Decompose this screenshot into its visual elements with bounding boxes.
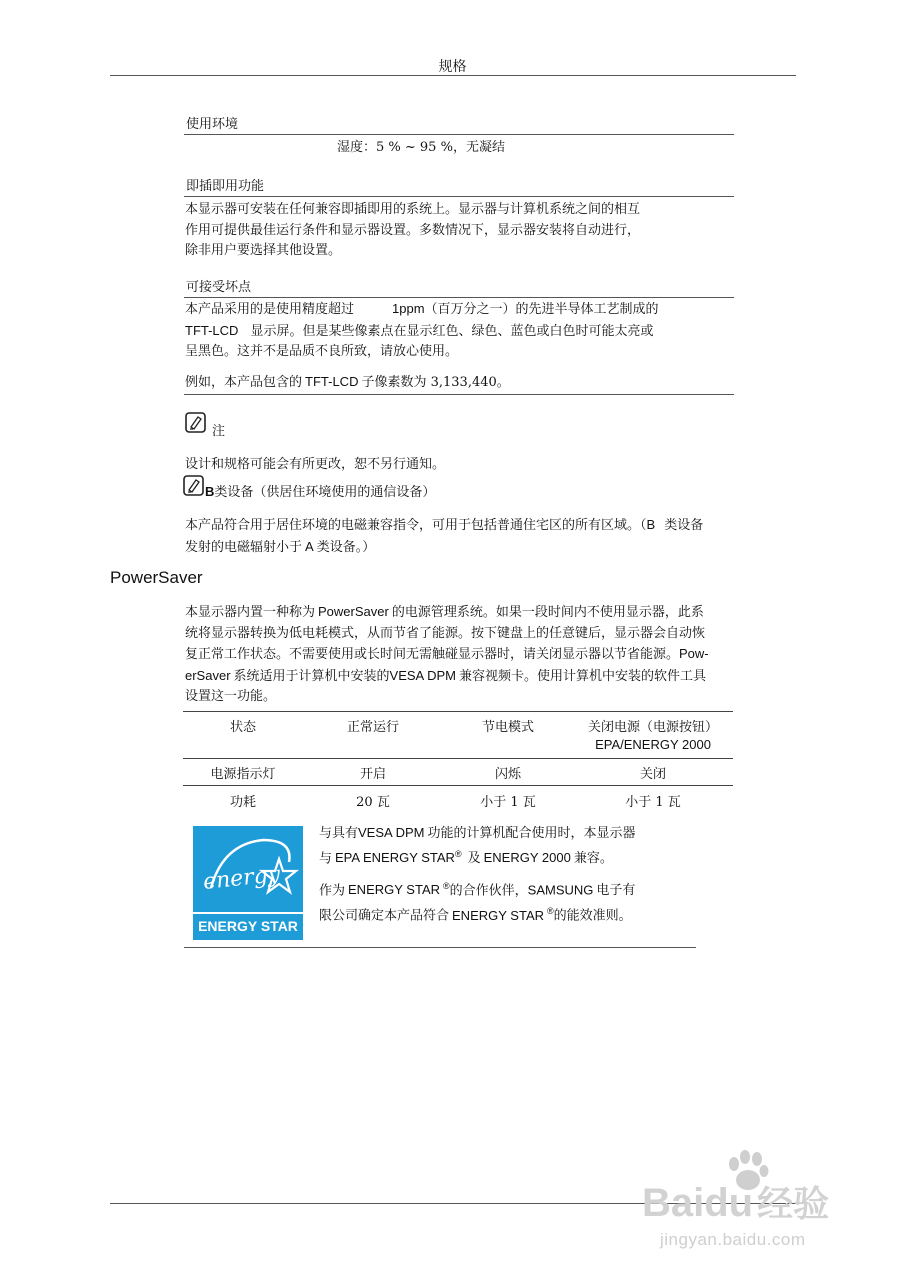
ps-l4b: 系统适用于计算机中安装的 [233, 668, 390, 684]
pixels-ppm: 1ppm [392, 301, 425, 316]
env-humidity: 湿度：5 % ~ 95 %，无凝结 [337, 140, 505, 155]
table-header-cell: 节电模式 [481, 720, 534, 735]
watermark-cn: 经验 [757, 1183, 830, 1224]
table-cell: 小于 1 瓦 [480, 794, 536, 810]
page-header-title: 规格 [438, 59, 467, 75]
ps-l1a: 本显示器内置一种称为 [185, 605, 316, 620]
energy-logo-rule [193, 912, 303, 914]
classb-l2c: 类设备。） [316, 539, 376, 555]
ps-l4d: 兼容视频卡。使用计算机中安装的软件工具 [459, 668, 707, 684]
energy-p3e: 电子有 [596, 883, 636, 899]
table-header-off: 关闭电源（电源按钮） [587, 720, 718, 735]
energy-p2sup: ® [454, 849, 462, 859]
pixels-rule [184, 297, 734, 298]
classb-l2b: A [305, 538, 314, 554]
pnp-line: 作用可提供最佳运行条件和显示器设置。多数情况下，显示器安装将自动进行， [185, 222, 641, 238]
pnp-line: 本显示器可安装在任何兼容即插即用的系统上。显示器与计算机系统之间的相互 [185, 202, 641, 217]
ps-l1b: PowerSaver [318, 604, 389, 619]
ps-l4a: erSaver [185, 667, 231, 683]
table-header-row [183, 712, 733, 759]
energy-bottom-rule [184, 947, 696, 948]
ps-l2: 统将显示器转换为低电耗模式，从而节省了能源。按下键盘上的任意键后，显示器会自动恢 [185, 625, 706, 641]
pixels-example [185, 372, 510, 394]
env-rule [184, 134, 734, 135]
energy-p4b: ENERGY STAR [452, 907, 544, 923]
watermark-brand-text: Baidu [642, 1181, 754, 1225]
power-table [183, 711, 733, 814]
table-cell: 关闭 [573, 759, 733, 786]
powersaver-text [185, 602, 709, 708]
energy-p3sup: ® [443, 881, 450, 891]
ps-l1c: 的电源管理系统。如果一段时间内不使用显示器，此系 [391, 605, 704, 620]
energy-p2c: 及 [467, 851, 481, 867]
energy-p2a: 与 [319, 851, 333, 867]
pixels-bottom-rule [184, 394, 734, 395]
table-header-cell: 正常运行 [346, 720, 399, 735]
energy-p1a: 与具有 [319, 826, 359, 841]
table-row [183, 786, 733, 815]
energy-p3a: 作为 [319, 883, 346, 899]
energy-p3b: ENERGY STAR [348, 882, 440, 898]
watermark-url: jingyan.baidu.com [660, 1230, 806, 1249]
pnp-line: 除非用户要选择其他设置。 [185, 243, 342, 258]
ps-l5: 设置这一功能。 [185, 689, 277, 704]
energy-star-logo [193, 826, 303, 940]
energy-p1 [319, 823, 636, 869]
energy-p3c: 的合作伙伴， [449, 883, 528, 899]
pixels-l3: 呈黑色。这并不是品质不良所致，请放心使用。 [185, 344, 459, 359]
energy-p4c: 的能效准则。 [553, 908, 632, 924]
header-rule [110, 75, 796, 76]
env-title: 使用环境 [186, 117, 239, 132]
baidu-watermark [642, 1150, 872, 1260]
pixels-ex-b: TFT-LCD [305, 374, 359, 389]
classb-l1a: 本产品符合用于居住环境的电磁兼容指令，可用于包括普通住宅区的所有区域。（ [185, 518, 647, 533]
energy-p2d: ENERGY 2000 [483, 850, 571, 866]
table-row [183, 759, 733, 786]
table-cell: 20 瓦 [356, 794, 390, 810]
energy-p4a: 限公司确定本产品符合 [319, 908, 450, 924]
table-cell: 开启 [303, 759, 443, 786]
pixels-ex-c: 子像素数为 3,133,440。 [361, 375, 510, 390]
classb-text [185, 515, 703, 558]
table-cell: 闪烁 [443, 759, 573, 786]
powersaver-title: PowerSaver [110, 568, 203, 587]
pnp-rule [184, 196, 734, 197]
table-cell: 电源指示灯 [183, 759, 303, 786]
classb-title-rest: 类设备（供居住环境使用的通信设备） [214, 485, 436, 500]
pixels-ex-a: 例如，本产品包含的 [185, 375, 303, 390]
energy-logo-word: energy [201, 862, 282, 895]
pnp-text [185, 200, 640, 262]
table-header-epa: EPA/ENERGY 2000 [595, 737, 711, 752]
pnp-title: 即插即用功能 [186, 179, 265, 194]
pixels-l1a: 本产品采用的是使用精度超过 [185, 302, 355, 317]
pixels-text [185, 299, 659, 363]
classb-title-b: B [205, 484, 215, 499]
note-icon-classb [183, 475, 204, 496]
watermark-brand [642, 1176, 829, 1227]
classb-l1c: 类设备 [664, 518, 704, 533]
pixels-l2b: 显示屏。但是某些像素点在显示红色、绿色、蓝色或白色时可能太亮或 [250, 323, 654, 339]
table-cell: 小于 1 瓦 [625, 794, 681, 810]
table-cell: 功耗 [229, 794, 256, 810]
energy-p1b: VESA DPM [358, 825, 425, 840]
note-icon [185, 412, 206, 433]
energy-p4sup: ® [547, 906, 554, 917]
energy-p3 [319, 876, 635, 927]
ps-l3a: 复正常工作状态。不需要使用或长时间无需触碰显示器时，请关闭显示器以节省能源。 [185, 647, 680, 662]
classb-title [205, 481, 435, 500]
pixels-tftlcd: TFT-LCD [185, 322, 239, 338]
ps-l3b: Pow- [679, 646, 709, 661]
energy-p1c: 功能的计算机配合使用时，本显示器 [427, 826, 636, 841]
note-text: 设计和规格可能会有所更改，恕不另行通知。 [185, 457, 446, 472]
pixels-title: 可接受坏点 [186, 280, 252, 295]
table-header-cell: 状态 [229, 720, 256, 735]
note-label: 注 [212, 424, 226, 439]
classb-l2a: 发射的电磁辐射小于 [185, 539, 303, 555]
energy-p2e: 兼容。 [573, 851, 613, 867]
table-header-cell [573, 712, 733, 759]
classb-l1b: B [646, 517, 656, 532]
pixels-l1c: （百万分之一）的先进半导体工艺制成的 [424, 302, 659, 317]
energy-p3d: SAMSUNG [527, 882, 594, 898]
energy-logo-caption: ENERGY STAR [198, 918, 298, 934]
ps-l4c: VESA DPM [389, 667, 457, 683]
energy-p2b: EPA ENERGY STAR [335, 850, 455, 866]
